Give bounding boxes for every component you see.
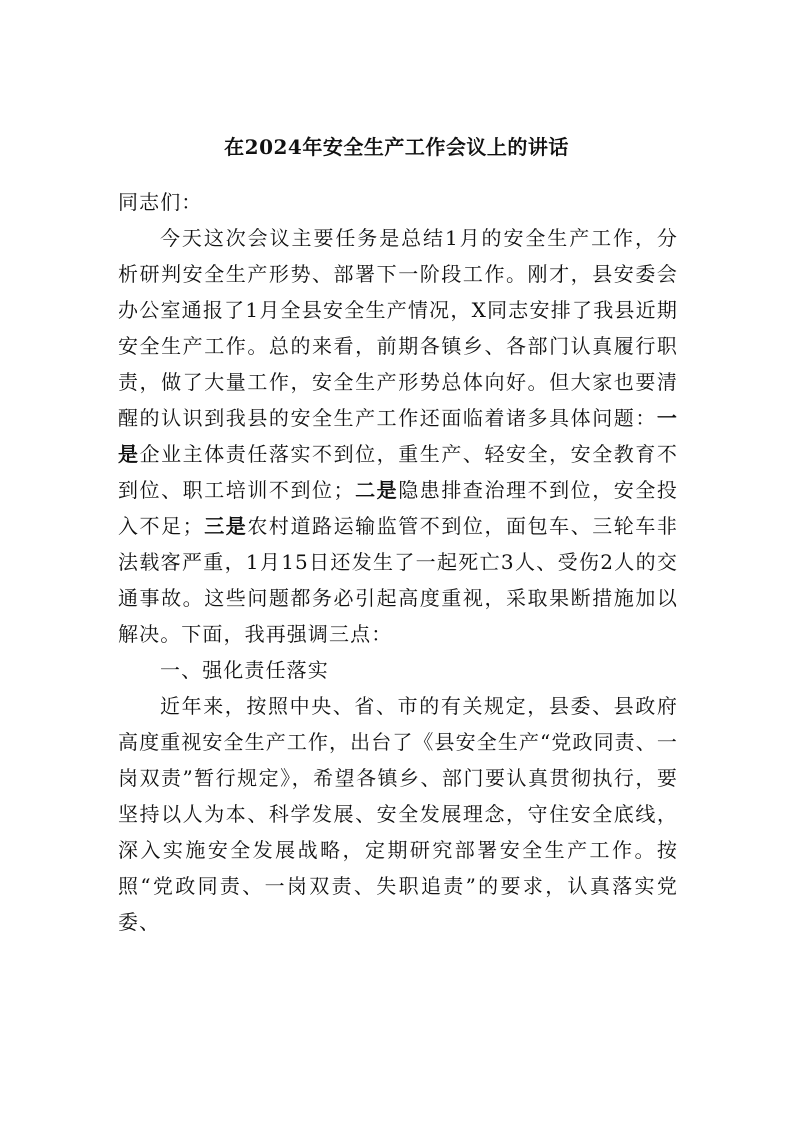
document-body bbox=[118, 184, 678, 940]
document-title: 在2024年安全生产工作会议上的讲话 bbox=[224, 135, 569, 159]
paragraph-section-one: 近年来，按照中央、省、市的有关规定，县委、县政府高度重视安全生产工作，出台了《县安全生产“党政同责、一岗双责”暂行规定》，希望各镇乡、部门要认真贯彻执行，要坚持以人为本、科学发展、安全发展理念，守住安全底线，深入实施安全发展战略，定期研究部署安全生产工作。按照“党政同责、一岗双责、失职追责”的要求，认真落实党委、 bbox=[118, 694, 678, 934]
salutation: 同志们： bbox=[118, 190, 203, 214]
point-two-text: 隐患排查治理不到位，安全投入不足； bbox=[118, 478, 678, 538]
point-one-text: 企业主体责任落实不到位，重生产、轻安全，安全教育不到位、职工培训不到位； bbox=[118, 442, 678, 502]
paragraph-intro-text: 今天这次会议主要任务是总结1月的安全生产工作，分析研判安全生产形势、部署下一阶段工作。刚才，县安委会办公室通报了1月全县安全生产情况，X同志安排了我县近期安全生产工作。总的来看，前期各镇乡、各部门认真履行职责，做了大量工作，安全生产形势总体向好。但大家也要清醒的认识到我县的安全生产工作还面临着诸多具体问题： bbox=[118, 226, 678, 430]
keyword-third: 三是 bbox=[203, 514, 248, 538]
section-heading-one: 一、强化责任落实 bbox=[160, 658, 329, 682]
point-three-text: 农村道路运输监管不到位，面包车、三轮车非法载客严重，1月15日还发生了一起死亡3人、受伤2人的交通事故。这些问题都务必引起高度重视，采取果断措施加以解决。下面，我再强调三点： bbox=[118, 514, 679, 646]
paragraph-intro bbox=[118, 220, 678, 652]
keyword-first: 一是 bbox=[118, 406, 678, 466]
keyword-second: 二是 bbox=[354, 478, 399, 502]
